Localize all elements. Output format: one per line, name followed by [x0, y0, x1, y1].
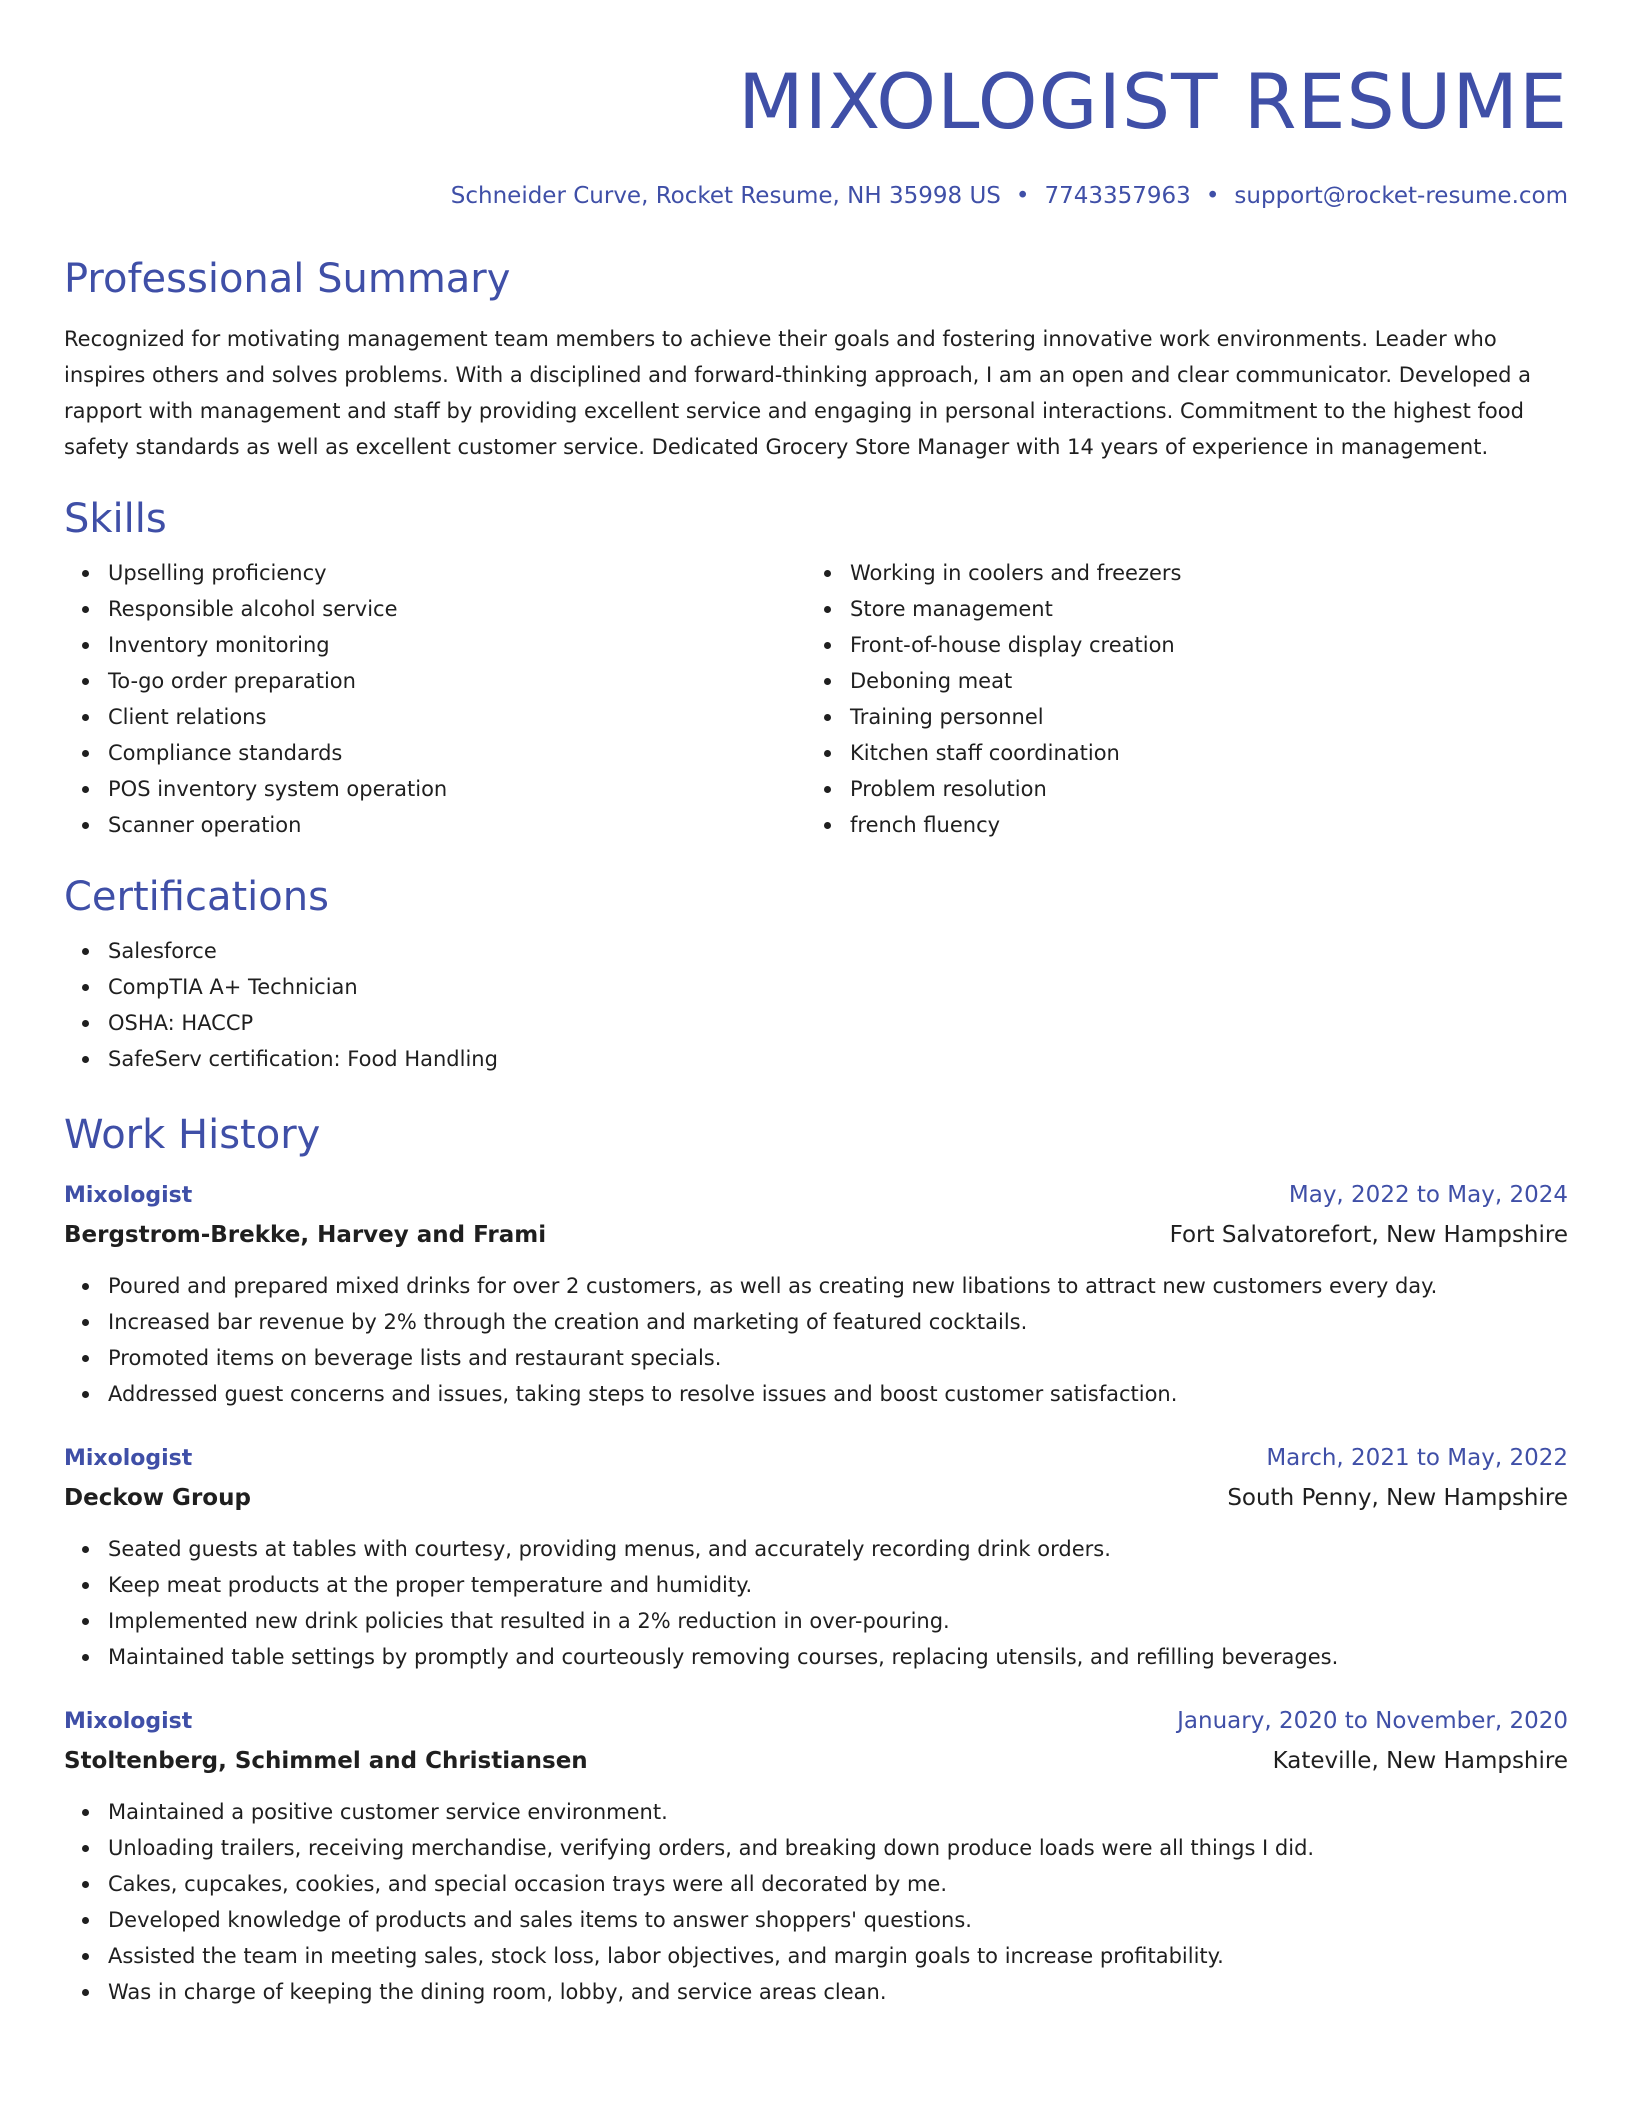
certification-item: OSHA: HACCP — [108, 1005, 1568, 1041]
job-company: Bergstrom-Brekke, Harvey and Frami — [64, 1222, 547, 1248]
contact-separator: • — [1015, 183, 1030, 209]
certifications-heading: Certifications — [64, 874, 329, 920]
job-location: Kateville, New Hampshire — [1272, 1748, 1568, 1774]
job-bullet: Promoted items on beverage lists and restaurant specials. — [108, 1340, 1568, 1376]
work-history-list — [64, 1175, 1568, 2010]
job-bullets — [64, 1268, 1568, 1412]
job-location: Fort Salvatorefort, New Hampshire — [1169, 1222, 1568, 1248]
skill-item: Inventory monitoring — [108, 627, 806, 663]
skill-item: Compliance standards — [108, 735, 806, 771]
job-title-row — [64, 1438, 1568, 1479]
contact-email: support@rocket-resume.com — [1234, 183, 1568, 209]
job-company-row — [64, 1216, 1568, 1254]
skills-column-left — [64, 555, 806, 843]
job-bullet: Unloading trailers, receiving merchandise, verifying orders, and breaking down produce loads were all things I did. — [108, 1830, 1568, 1866]
job-bullet: Assisted the team in meeting sales, stock loss, labor objectives, and margin goals to increase profitability. — [108, 1938, 1568, 1974]
skill-item: POS inventory system operation — [108, 771, 806, 807]
skills-grid — [64, 555, 1568, 843]
job-bullets — [64, 1531, 1568, 1675]
job-bullet: Developed knowledge of products and sales items to answer shoppers' questions. — [108, 1902, 1568, 1938]
job-bullet: Keep meat products at the proper temperature and humidity. — [108, 1567, 1568, 1603]
contact-address: Schneider Curve, Rocket Resume, NH 35998 US — [450, 183, 1001, 209]
skill-item: Front-of-house display creation — [850, 627, 1548, 663]
resume-title: MIXOLOGIST RESUME — [738, 57, 1568, 146]
job-company: Stoltenberg, Schimmel and Christiansen — [64, 1748, 588, 1774]
job-bullet: Was in charge of keeping the dining room, lobby, and service areas clean. — [108, 1974, 1568, 2010]
job-title: Mixologist — [64, 1183, 193, 1208]
job-company-row — [64, 1742, 1568, 1780]
skill-item: Scanner operation — [108, 807, 806, 843]
skill-item: Deboning meat — [850, 663, 1548, 699]
job-bullet: Addressed guest concerns and issues, taking steps to resolve issues and boost customer satisfaction. — [108, 1376, 1568, 1412]
skills-column-right — [806, 555, 1548, 843]
job-company: Deckow Group — [64, 1485, 251, 1511]
certifications-list — [64, 933, 1568, 1077]
contact-line — [64, 181, 1568, 211]
contact-separator: • — [1205, 183, 1220, 209]
job-title-row — [64, 1175, 1568, 1216]
job-bullet: Maintained a positive customer service environment. — [108, 1794, 1568, 1830]
summary-heading: Professional Summary — [64, 256, 511, 302]
skills-list-right — [806, 555, 1548, 843]
job-bullet: Poured and prepared mixed drinks for over 2 customers, as well as creating new libations to attract new customers every day. — [108, 1268, 1568, 1304]
job-company-row — [64, 1479, 1568, 1517]
job-title-row — [64, 1701, 1568, 1742]
job-bullet: Cakes, cupcakes, cookies, and special occasion trays were all decorated by me. — [108, 1866, 1568, 1902]
certification-item: SafeServ certification: Food Handling — [108, 1041, 1568, 1077]
job-title: Mixologist — [64, 1709, 193, 1734]
job-dates: January, 2020 to November, 2020 — [1177, 1708, 1568, 1734]
job-dates: May, 2022 to May, 2024 — [1288, 1182, 1568, 1208]
job-entry — [64, 1438, 1568, 1675]
job-entry — [64, 1175, 1568, 1412]
work-history-heading: Work History — [64, 1112, 321, 1158]
summary-text: Recognized for motivating management team members to achieve their goals and fostering innovative work environments. Leader who inspires others and solves problems. With a disciplined and forward-thinking approach, I am an open and clear communicator. Developed a rapport with management and staff by providing excellent service and engaging in personal interactions. Commitment to the highest food safety standards as well as excellent customer service. Dedicated Grocery Store Manager with 14 years of experience in management. — [64, 327, 1532, 459]
job-bullets — [64, 1794, 1568, 2010]
resume-page — [64, 0, 1568, 2010]
job-title: Mixologist — [64, 1446, 193, 1471]
skill-item: Client relations — [108, 699, 806, 735]
job-bullet: Increased bar revenue by 2% through the creation and marketing of featured cocktails. — [108, 1304, 1568, 1340]
skill-item: Responsible alcohol service — [108, 591, 806, 627]
skill-item: Training personnel — [850, 699, 1548, 735]
job-dates: March, 2021 to May, 2022 — [1266, 1445, 1568, 1471]
skill-item: french fluency — [850, 807, 1548, 843]
skill-item: Upselling proficiency — [108, 555, 806, 591]
job-bullet: Maintained table settings by promptly and courteously removing courses, replacing utensils, and refilling beverages. — [108, 1639, 1568, 1675]
job-entry — [64, 1701, 1568, 2010]
skill-item: Kitchen staff coordination — [850, 735, 1548, 771]
skill-item: To-go order preparation — [108, 663, 806, 699]
certification-item: CompTIA A+ Technician — [108, 969, 1568, 1005]
job-bullet: Implemented new drink policies that resulted in a 2% reduction in over-pouring. — [108, 1603, 1568, 1639]
certification-item: Salesforce — [108, 933, 1568, 969]
job-location: South Penny, New Hampshire — [1227, 1485, 1568, 1511]
contact-phone: 7743357963 — [1044, 183, 1191, 209]
skill-item: Working in coolers and freezers — [850, 555, 1548, 591]
skill-item: Problem resolution — [850, 771, 1548, 807]
skills-heading: Skills — [64, 496, 167, 542]
skill-item: Store management — [850, 591, 1548, 627]
skills-list-left — [64, 555, 806, 843]
job-bullet: Seated guests at tables with courtesy, providing menus, and accurately recording drink orders. — [108, 1531, 1568, 1567]
